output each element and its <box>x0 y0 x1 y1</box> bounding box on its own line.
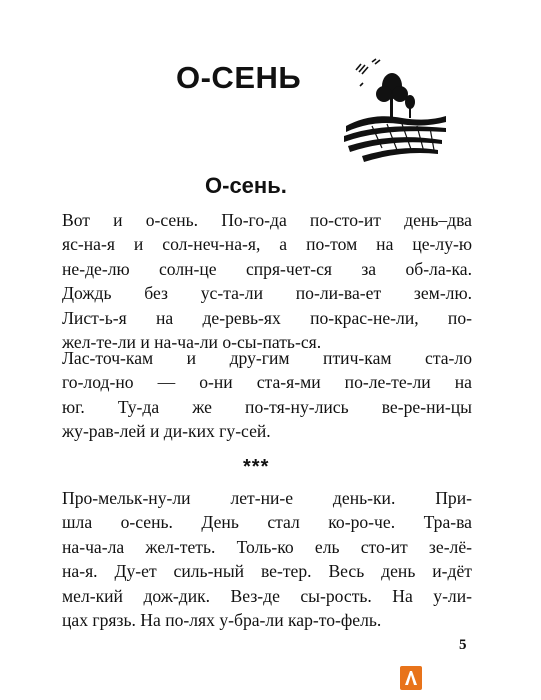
publisher-logo-icon <box>400 666 422 690</box>
story-title: О-сень. <box>205 173 287 198</box>
text-line: Лист-ь-я на де-ревь-ях по-крас-не-ли, по- <box>62 307 472 328</box>
paragraph-2 <box>62 346 472 444</box>
text-line: яс-на-я и сол-неч-на-я, а по-том на це-лу-ю <box>62 234 472 255</box>
section-separator: *** <box>243 456 270 478</box>
text-line: не-де-лю солн-це спря-чет-ся за об-ла-ка. <box>62 258 472 279</box>
text-line: Про-мельк-ну-ли лет-ни-е день-ки. При- <box>62 488 472 508</box>
text-line: цах грязь. На по-лях у-бра-ли кар-то-фель. <box>62 610 382 631</box>
paragraph-1 <box>62 208 472 354</box>
text-line: Вот и о-сень. По-го-да по-сто-ит день–два <box>62 210 472 230</box>
text-line: мел-кий дож-дик. Вез-де сы-рость. На у-ли- <box>62 585 472 606</box>
chapter-title: О-СЕНЬ <box>176 60 302 95</box>
text-line: шла о-сень. День стал ко-ро-че. Тра-ва <box>62 512 472 533</box>
text-line: го-лод-но — о-ни ста-я-ми по-ле-те-ли на <box>62 372 472 393</box>
text-line: на-я. Ду-ет силь-ный ве-тер. Весь день и-дёт <box>62 561 472 582</box>
text-line: Лас-точ-кам и дру-гим птич-кам ста-ло <box>62 348 472 368</box>
text-line: юг. Ту-да же по-тя-ну-лись ве-ре-ни-цы <box>62 396 472 417</box>
autumn-landscape-illustration <box>342 56 448 166</box>
text-line: жу-рав-лей и ди-ких гу-сей. <box>62 421 271 442</box>
paragraph-3 <box>62 486 472 632</box>
text-line: Дождь без ус-та-ли по-ли-ва-ет зем-лю. <box>62 283 472 304</box>
page-number: 5 <box>459 637 467 653</box>
text-line: жел-те-ли и на-ча-ли о-сы-пать-ся. <box>62 332 322 353</box>
text-line: на-ча-ла жел-теть. Толь-ко ель сто-ит зе-лё- <box>62 536 472 557</box>
